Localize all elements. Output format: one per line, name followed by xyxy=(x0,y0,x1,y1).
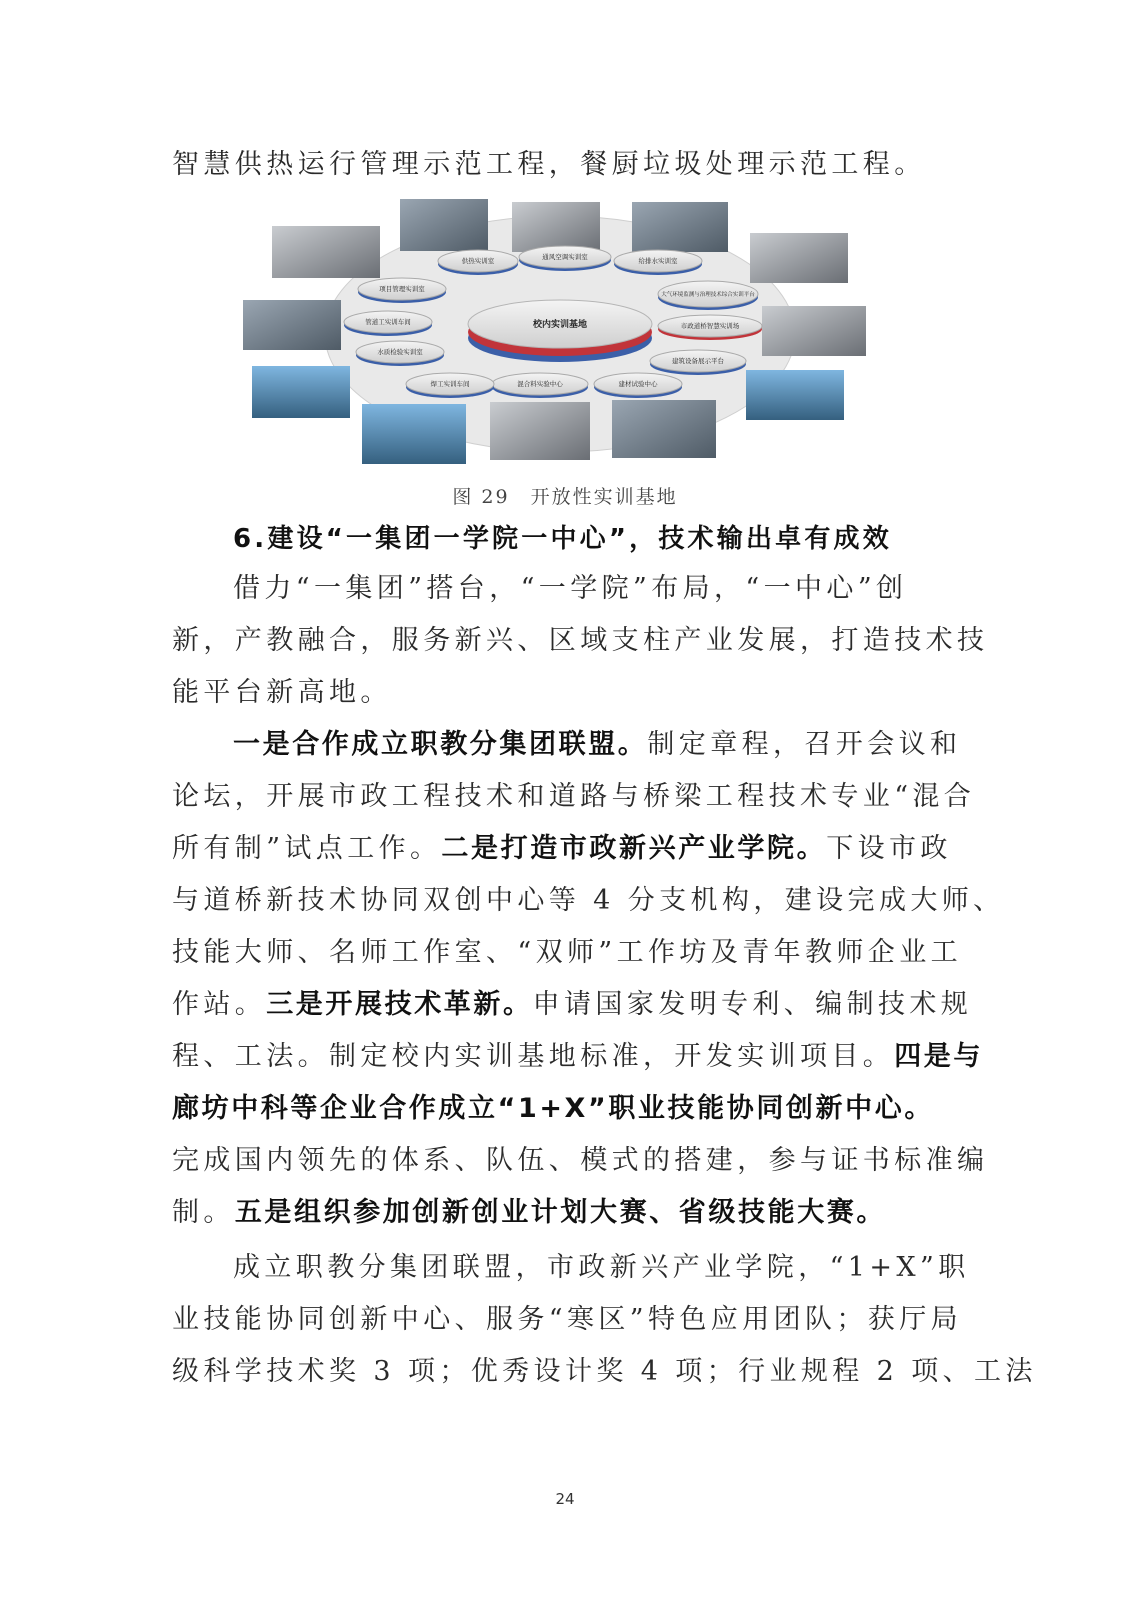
paragraph-line: 制。五是组织参加创新创业计划大赛、省级技能大赛。 xyxy=(172,1197,887,1228)
node-hvac xyxy=(519,246,611,271)
paragraph-line: 级科学技术奖 3 项；优秀设计奖 4 项；行业规程 2 项、工法 xyxy=(172,1356,1037,1387)
photo-workshop xyxy=(243,300,341,350)
photo-hvac-lab xyxy=(512,202,600,252)
paragraph-line: 论坛，开展市政工程技术和道路与桥梁工程技术专业“混合 xyxy=(172,781,976,812)
photo-construction-site xyxy=(762,306,866,356)
photo-heating-lab xyxy=(400,199,488,251)
node-heating xyxy=(438,250,518,275)
svg-text:项目管理实训室: 项目管理实训室 xyxy=(379,285,425,293)
bold-phrase: 廊坊中科等企业合作成立“1+X”职业技能协同创新中心。 xyxy=(172,1093,934,1124)
node-project-mgmt xyxy=(358,278,446,303)
paragraph-line: 业技能协同创新中心、服务“寒区”特色应用团队；获厅局 xyxy=(172,1304,963,1335)
page-number: 24 xyxy=(555,1490,575,1508)
photo-welding-booth xyxy=(362,404,466,464)
svg-text:建材试验中心: 建材试验中心 xyxy=(618,380,658,388)
paragraph-line: 成立职教分集团联盟，市政新兴产业学院，“1+X”职 xyxy=(233,1252,970,1283)
svg-text:混合料实验中心: 混合料实验中心 xyxy=(517,380,563,388)
bold-phrase: 三是开展技术革新。 xyxy=(266,989,533,1020)
paragraph-line: 一是合作成立职教分集团联盟。制定章程，召开会议和 xyxy=(233,729,962,760)
node-materials xyxy=(594,373,682,398)
paragraph-line: 与道桥新技术协同双创中心等 4 分支机构，建设完成大师、 xyxy=(172,885,1005,916)
svg-text:市政道桥智慧实训场: 市政道桥智慧实训场 xyxy=(680,322,740,330)
node-equipment xyxy=(650,350,746,375)
photo-welding-workshop xyxy=(252,366,350,418)
center-label: 校内实训基地 xyxy=(532,320,588,330)
node-water xyxy=(614,250,702,275)
node-pipefitter xyxy=(344,311,432,336)
paragraph-line xyxy=(172,1091,962,1127)
node-mix xyxy=(492,373,588,398)
paragraph-line: 智慧供热运行管理示范工程，餐厨垃圾处理示范工程。 xyxy=(172,149,926,180)
bold-phrase: 二是打造市政新兴产业学院。 xyxy=(441,833,827,864)
photo-equipment-hall xyxy=(746,370,844,420)
paragraph-line: 新，产教融合，服务新兴、区域支柱产业发展，打造技术技 xyxy=(172,625,989,656)
paragraph-line: 所有制”试点工作。二是打造市政新兴产业学院。下设市政 xyxy=(172,833,952,864)
svg-text:供热实训室: 供热实训室 xyxy=(461,257,495,265)
paragraph-line: 程、工法。制定校内实训基地标准，开发实训项目。四是与 xyxy=(172,1041,984,1072)
svg-text:管道工实训车间: 管道工实训车间 xyxy=(365,318,411,326)
center-disc xyxy=(468,300,652,362)
bold-phrase: 四是与 xyxy=(894,1041,984,1072)
svg-text:焊工实训车间: 焊工实训车间 xyxy=(430,380,470,388)
figure-caption: 图 29 开放性实训基地 xyxy=(452,486,678,508)
paragraph-line: 技能大师、名师工作室、“双师”工作坊及青年教师企业工 xyxy=(172,937,963,968)
node-road-bridge xyxy=(658,315,762,340)
svg-text:通风空调实训室: 通风空调实训室 xyxy=(542,253,588,261)
svg-text:给排水实训室: 给排水实训室 xyxy=(638,257,678,265)
training-base-diagram xyxy=(240,196,880,468)
svg-text:建筑设备展示平台: 建筑设备展示平台 xyxy=(672,357,724,365)
photo-mix-lab xyxy=(490,402,590,460)
paragraph-line: 能平台新高地。 xyxy=(172,677,392,708)
paragraph-line: 借力“一集团”搭台，“一学院”布局，“一中心”创 xyxy=(233,573,908,604)
photo-computer-lab xyxy=(272,226,380,278)
node-welding xyxy=(406,373,494,398)
bold-phrase: 五是组织参加创新创业计划大赛、省级技能大赛。 xyxy=(234,1197,887,1228)
bold-phrase: 一是合作成立职教分集团联盟。 xyxy=(233,729,648,760)
svg-text:大气环境监测与治理技术综合实训平台: 大气环境监测与治理技术综合实训平台 xyxy=(661,292,755,298)
section-heading: 6.建设“一集团一学院一中心”，技术输出卓有成效 xyxy=(233,524,892,554)
paragraph-line: 作站。三是开展技术革新。申请国家发明专利、编制技术规 xyxy=(172,989,973,1020)
photo-environment-lab xyxy=(750,233,848,283)
photo-materials-lab xyxy=(612,400,716,458)
node-environment xyxy=(658,281,758,310)
node-water-quality xyxy=(356,341,444,366)
training-base-figure xyxy=(240,196,880,468)
paragraph-line: 完成国内领先的体系、队伍、模式的搭建，参与证书标准编 xyxy=(172,1145,989,1176)
svg-text:水质检验实训室: 水质检验实训室 xyxy=(377,348,423,356)
photo-water-lab xyxy=(632,202,728,252)
